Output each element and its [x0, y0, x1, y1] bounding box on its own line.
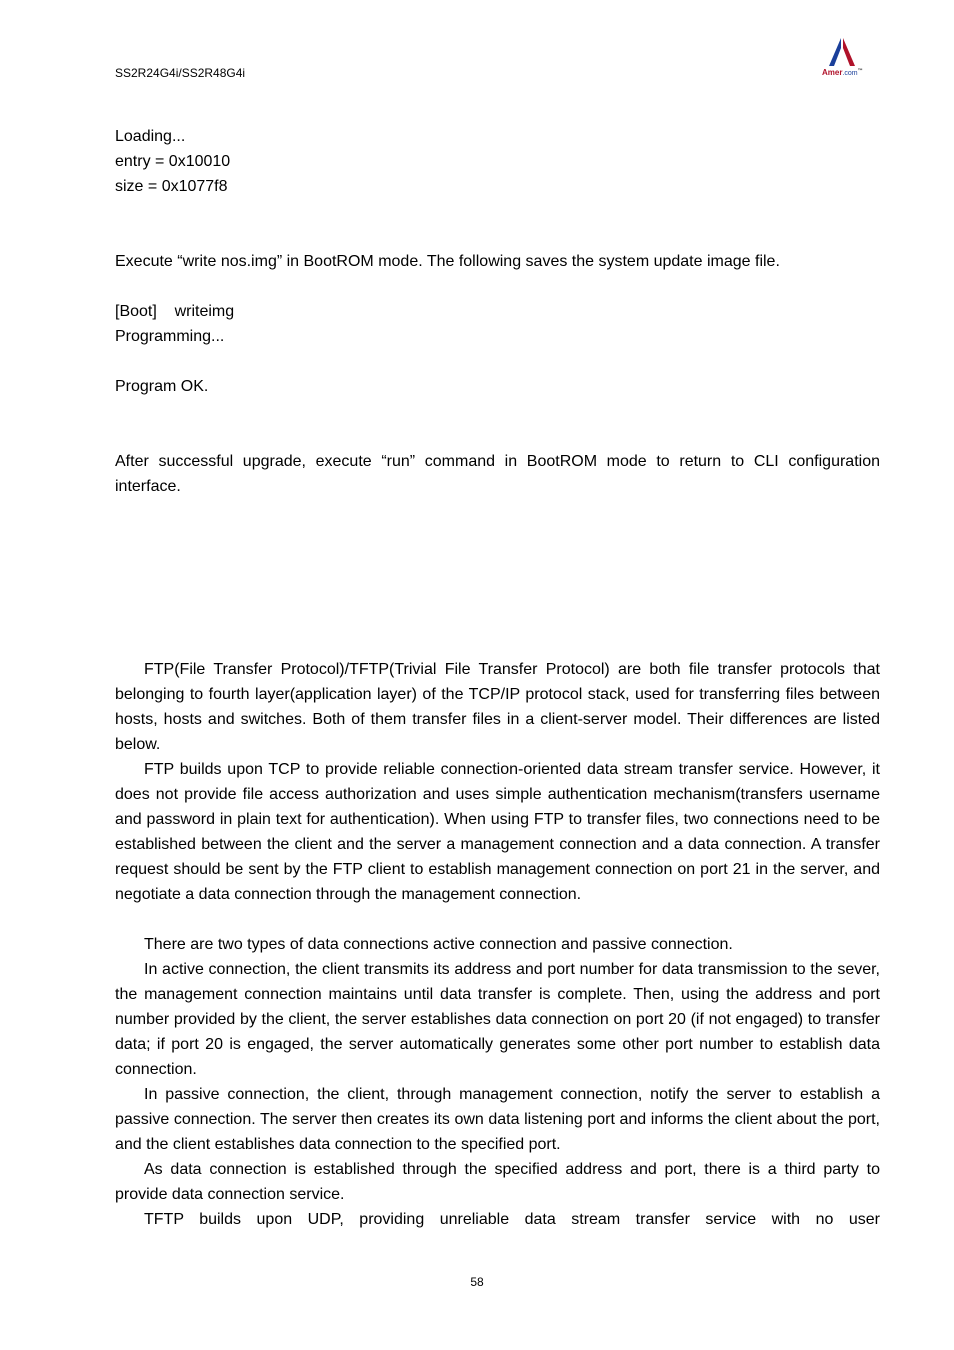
- body-paragraph: FTP(File Transfer Protocol)/TFTP(Trivial File Transfer Protocol) are both file transfer protocols that belonging to fourth layer(application layer) of the TCP/IP protocol stack, used for transferring files between hosts, hosts and switches. Both of them transfer files in a client-server model. Their differences are listed below.: [115, 661, 880, 753]
- document-model-title: SS2R24G4i/SS2R48G4i: [115, 66, 246, 80]
- program-output-line: Program OK.: [115, 378, 209, 395]
- program-output-line: Programming...: [115, 328, 225, 345]
- logo-triangle-icon: [818, 36, 878, 70]
- page-number: 58: [470, 1275, 484, 1289]
- body-paragraph: In passive connection, the client, through management connection, notify the server to establish a passive connection. The server then creates its own data listening port and informs the client about the port, and the client establishes data connection to the specified port.: [115, 1086, 880, 1153]
- amer-logo: [818, 36, 878, 82]
- boot-log-line: size = 0x1077f8: [115, 178, 228, 195]
- after-upgrade-paragraph: After successful upgrade, execute “run” command in BootROM mode to return to CLI configuration interface.: [115, 453, 880, 495]
- boot-log-line: entry = 0x10010: [115, 153, 231, 170]
- boot-log-line: Loading...: [115, 128, 186, 145]
- body-paragraph: In active connection, the client transmits its address and port number for data transmission to the sever, the management connection maintains until data transfer is complete. Then, using the address and port number provided by the client, the server establishes data connection on port 20 (if not engaged) to transfer data; if port 20 is engaged, the server automatically generates some other port number to establish data connection.: [115, 961, 880, 1078]
- logo-wordmark: Amer.com™: [822, 68, 863, 77]
- instruction-text: Execute “write nos.img” in BootROM mode. The following saves the system update image file.: [115, 253, 780, 270]
- body-paragraph: As data connection is established through the specified address and port, there is a third party to provide data connection service.: [115, 1161, 880, 1203]
- body-paragraph: There are two types of data connections active connection and passive connection.: [144, 936, 733, 953]
- program-output-line: [Boot] writeimg: [115, 303, 235, 320]
- body-paragraph: FTP builds upon TCP to provide reliable connection-oriented data stream transfer service. However, it does not provide file access authorization and uses simple authentication mechanism(transfers username and password in plain text for authentication). When using FTP to transfer files, two connections need to be established between the client and the server a management connection and a data connection. A transfer request should be sent by the FTP client to establish management connection on port 21 in the server, and negotiate a data connection through the management connection.: [115, 761, 880, 903]
- body-paragraph: TFTP builds upon UDP, providing unreliable data stream transfer service with no user: [144, 1211, 880, 1228]
